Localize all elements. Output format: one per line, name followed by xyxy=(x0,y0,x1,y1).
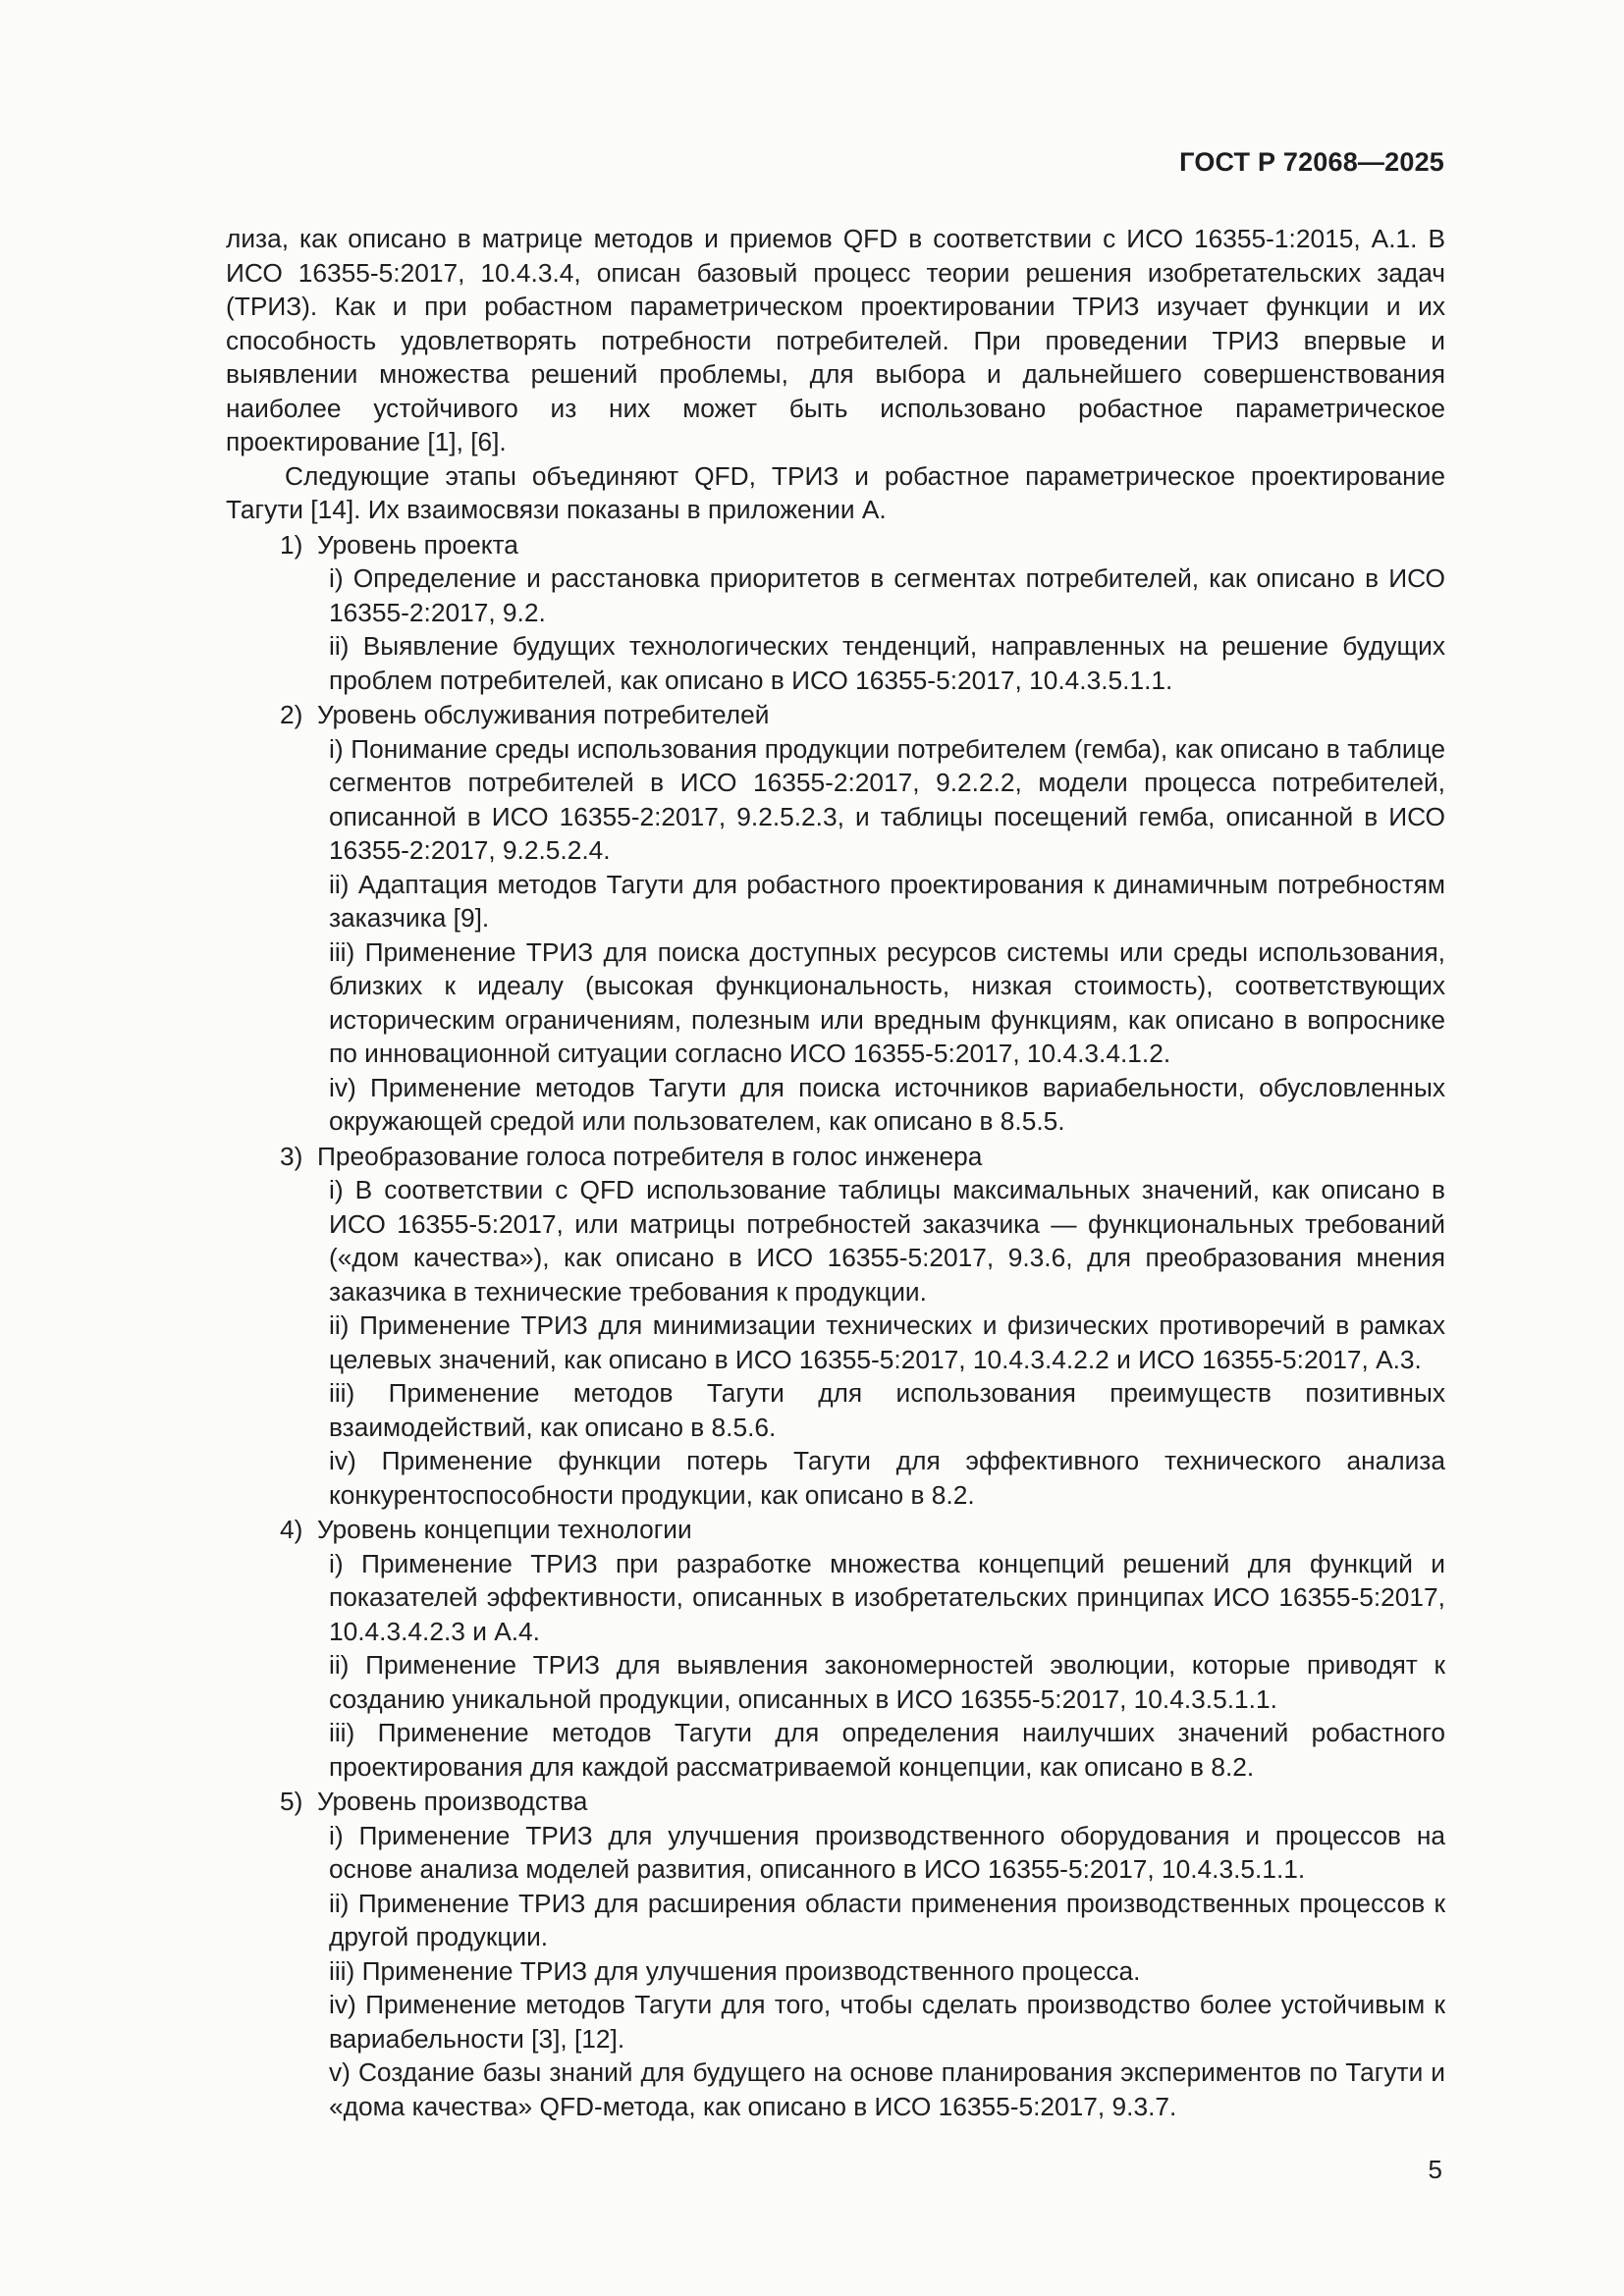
sub-item: i) Применение ТРИЗ для улучшения производственного оборудования и процессов на основе анализа моделей развития, описанного в ИСО 16355-5:2017, 10.4.3.5.1.1. xyxy=(329,1820,1445,1884)
level-title: Уровень производства xyxy=(317,1787,588,1816)
sub-item: ii) Применение ТРИЗ для выявления закономерностей эволюции, которые приводят к созданию уникальной продукции, описанных в ИСО 16355-5:2017, 10.4.3.5.1.1. xyxy=(329,1650,1445,1714)
sub-item: i) Понимание среды использования продукции потребителем (гемба), как описано в таблице сегментов потребителей в ИСО 16355-2:2017, 9.2.2.2, модели процесса потребителей, описанной в ИСО 16355-2:2017, 9.2.5.2.3, и таблицы посещений гемба, описанной в ИСО 16355-2:2017, 9.2.5.2.4. xyxy=(329,733,1445,865)
level-section-2 xyxy=(226,698,1445,1139)
sub-item: iv) Применение функции потерь Тагути для эффективного технического анализа конкурентоспособности продукции, как описано в 8.2. xyxy=(329,1446,1445,1510)
level-section-3 xyxy=(226,1140,1445,1513)
sub-item: iii) Применение методов Тагути для определения наилучших значений робастного проектирования для каждой рассматриваемой концепции, как описано в 8.2. xyxy=(329,1718,1445,1782)
page-number: 5 xyxy=(1428,2155,1442,2184)
level-title: Уровень обслуживания потребителей xyxy=(317,700,770,729)
sub-item: iii) Применение ТРИЗ для улучшения производственного процесса. xyxy=(329,1955,1141,1986)
intro-paragraph-continuation: лиза, как описано в матрице методов и приемов QFD в соответствии с ИСО 16355-1:2015, А.1. В ИСО 16355-5:2017, 10.4.3.4, описан базовый процесс теории решения изобретательских задач (ТРИЗ). Как и при робастном параметрическом проектировании ТРИЗ изучает функции и их способность удовлетворять потребности потребителей. При проведении ТРИЗ впервые и выявлении множества решений проблемы, для выбора и дальнейшего совершенствования наиболее устойчивого из них может быть использовано робастное параметрическое проектирование [1], [6]. xyxy=(226,224,1445,456)
level-title: Уровень проекта xyxy=(317,529,518,560)
level-heading xyxy=(226,1513,1445,1547)
sub-item: iii) Применение ТРИЗ для поиска доступных ресурсов системы или среды использования, близких к идеалу (высокая функциональность, низкая стоимость), соответствующих историческим ограничениям, полезным или вредным функциям, как описано в вопроснике по инновационной ситуации согласно ИСО 16355-5:2017, 10.4.3.4.1.2. xyxy=(329,936,1445,1068)
sub-item: ii) Адаптация методов Тагути для робастного проектирования к динамичным потребностям заказчика [9]. xyxy=(329,869,1445,933)
sub-item: v) Создание базы знаний для будущего на основе планирования экспериментов по Тагути и «дома качества» QFD-метода, как описано в ИСО 16355-5:2017, 9.3.7. xyxy=(329,2057,1445,2121)
document-code-header: ГОСТ Р 72068—2025 xyxy=(1179,147,1444,177)
level-number: 2) xyxy=(280,700,303,729)
level-heading xyxy=(226,1140,1445,1174)
level-section-4 xyxy=(226,1513,1445,1784)
level-heading xyxy=(226,528,1445,562)
sub-item: iv) Применение методов Тагути для поиска источников вариабельности, обусловленных окружающей средой или пользователем, как описано в 8.5.5. xyxy=(329,1072,1445,1136)
sub-item: iii) Применение методов Тагути для использования преимуществ позитивных взаимодействий, как описано в 8.5.6. xyxy=(329,1378,1445,1442)
sub-item: ii) Применение ТРИЗ для минимизации технических и физических противоречий в рамках целевых значений, как описано в ИСО 16355-5:2017, 10.4.3.4.2.2 и ИСО 16355-5:2017, А.3. xyxy=(329,1310,1445,1374)
level-section-1 xyxy=(226,528,1445,698)
intro-paragraph-stages: Следующие этапы объединяют QFD, ТРИЗ и робастное параметрическое проектирование Тагути [14]. Их взаимосвязи показаны в приложении А. xyxy=(226,460,1445,524)
level-title: Преобразование голоса потребителя в голос инженера xyxy=(317,1141,983,1171)
sub-item: i) Применение ТРИЗ при разработке множества концепций решений для функций и показателей эффективности, описанных в изобретательских принципах ИСО 16355-5:2017, 10.4.3.4.2.3 и А.4. xyxy=(329,1548,1445,1646)
sub-item: ii) Выявление будущих технологических тенденций, направленных на решение будущих проблем потребителей, как описано в ИСО 16355-5:2017, 10.4.3.5.1.1. xyxy=(329,631,1445,695)
level-section-5 xyxy=(226,1785,1445,2123)
level-number: 1) xyxy=(280,529,303,560)
level-title: Уровень концепции технологии xyxy=(317,1515,692,1544)
sub-item: i) Определение и расстановка приоритетов в сегментах потребителей, как описано в ИСО 16355-2:2017, 9.2. xyxy=(329,563,1445,627)
sub-item: iv) Применение методов Тагути для того, чтобы сделать производство более устойчивым к вариабельности [3], [12]. xyxy=(329,1990,1445,2054)
level-number: 5) xyxy=(280,1787,303,1816)
level-heading xyxy=(226,698,1445,732)
sub-item: i) В соответствии с QFD использование таблицы максимальных значений, как описано в ИСО 16355-5:2017, или матрицы потребностей заказчика — функциональных требований («дом качества»), как описано в ИСО 16355-5:2017, 9.3.6, для преобразования мнения заказчика в технические требования к продукции. xyxy=(329,1175,1445,1307)
level-heading xyxy=(226,1785,1445,1819)
level-number: 3) xyxy=(280,1141,303,1171)
page-body xyxy=(226,222,1445,2123)
level-number: 4) xyxy=(280,1515,303,1544)
sub-item: ii) Применение ТРИЗ для расширения области применения производственных процессов к другой продукции. xyxy=(329,1888,1445,1951)
